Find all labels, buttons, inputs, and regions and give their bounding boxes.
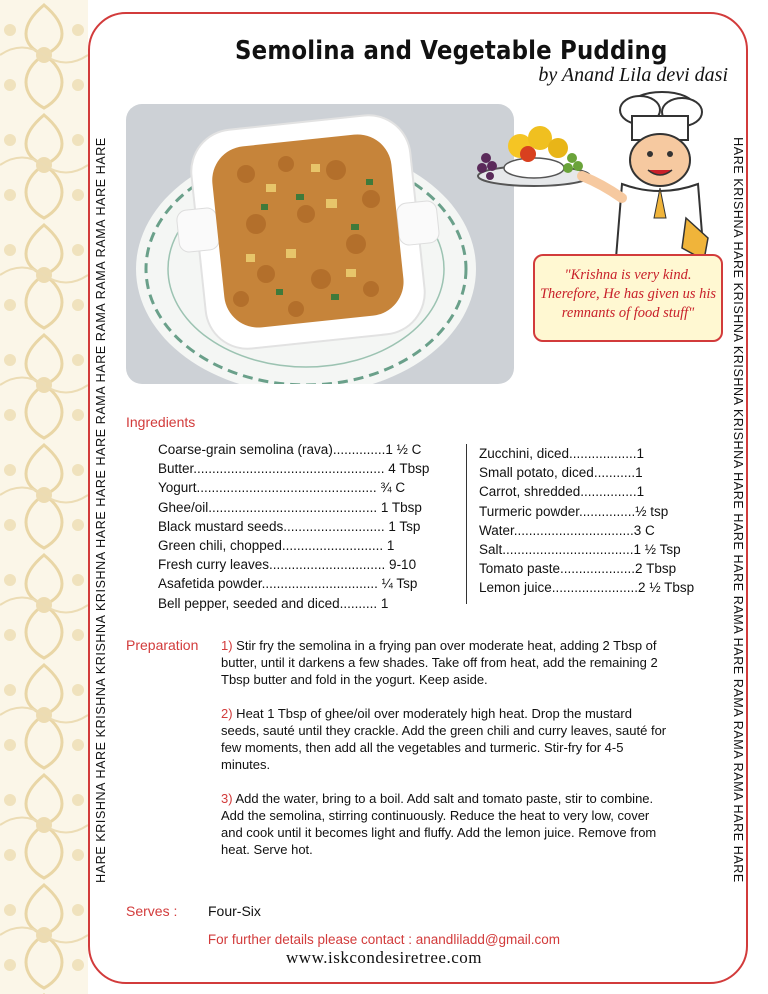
ingredient-item: Carrot, shredded...............1 — [479, 484, 645, 500]
preparation-step — [221, 637, 671, 688]
food-photo — [126, 104, 514, 384]
ingredient-item: Salt...................................1 ½ Tsp — [479, 542, 681, 558]
step-text: Heat 1 Tbsp of ghee/oil over moderately high heat. Drop the mustard seeds, sauté until they crackle. Add the green chili and curry leaves, sauté for few moments, then add all the vegetables and turmeric. Stir-fry for 4-5 minutes. — [221, 706, 667, 772]
serves-label: Serves : — [126, 903, 178, 919]
ingredients-label: Ingredients — [126, 414, 196, 430]
ingredients-list-left — [158, 440, 429, 613]
website-url: www.iskcondesiretree.com — [286, 948, 482, 967]
decorative-pattern-strip — [0, 0, 88, 994]
preparation-label: Preparation — [126, 637, 199, 653]
ingredient-item: Ghee/oil............................................. 1 Tbsp — [158, 499, 422, 515]
recipe-author: by Anand Lila devi dasi — [538, 64, 728, 86]
side-mantra-left — [90, 120, 112, 900]
quote-box — [533, 254, 723, 342]
chef-illustration — [472, 88, 712, 268]
step-text: Add the water, bring to a boil. Add salt and tomato paste, stir to combine. Add the semolina, stirring continuously. Reduce the heat to very low, cover and cook until it becomes light and fluffy. Add the lemon juice. Remove from heat. Serve hot. — [221, 791, 657, 857]
ingredient-item: Water................................3 C — [479, 522, 655, 538]
contact-line: For further details please contact : anandliladd@gmail.com — [207, 932, 561, 947]
ingredients-list-right — [479, 444, 694, 598]
ingredient-item: Small potato, diced...........1 — [479, 465, 643, 481]
recipe-title: Semolina and Vegetable Pudding — [235, 36, 668, 66]
ingredient-item: Bell pepper, seeded and diced.......... 1 — [158, 595, 389, 611]
ingredient-item: Butter................................................... 4 Tbsp — [158, 461, 430, 477]
preparation-step — [221, 790, 671, 858]
preparation-steps — [221, 637, 671, 875]
ingredient-item: Zucchini, diced..................1 — [479, 446, 645, 461]
ingredient-item: Yogurt................................................ ¾ C — [158, 480, 406, 496]
ingredient-item: Tomato paste....................2 Tbsp — [479, 561, 677, 577]
preparation-step — [221, 705, 671, 773]
ingredient-item: Asafetida powder............................... ¼ Tsp — [158, 576, 418, 592]
step-number: 2) — [221, 706, 233, 721]
side-mantra-left-text: HARE KRISHNA HARE KRISHNA KRISHNA KRISHNA HARE HARE HARE RAMA HARE RAMA RAMA RAMA HARE HARE — [94, 137, 108, 883]
ingredient-item: Green chili, chopped........................... 1 — [158, 538, 395, 554]
ingredient-item: Turmeric powder...............½ tsp — [479, 503, 669, 519]
ingredient-item: Fresh curry leaves............................... 9-10 — [158, 557, 417, 573]
ingredient-item: Lemon juice.......................2 ½ Tbsp — [479, 580, 695, 596]
ingredient-item: Coarse-grain semolina (rava)..............1 ½ C — [158, 442, 422, 457]
ingredients-divider — [466, 444, 467, 604]
ingredient-item: Black mustard seeds........................... 1 Tsp — [158, 518, 421, 534]
quote-text: "Krishna is very kind. Therefore, He has given us his remnants of food stuff" — [539, 267, 717, 321]
step-number: 3) — [221, 791, 233, 806]
serves-value: Four-Six — [208, 903, 261, 919]
side-mantra-right — [727, 120, 749, 900]
step-text: Stir fry the semolina in a frying pan over moderate heat, adding 2 Tbsp of butter, until it darkens a few shades. Take off from heat, add the remaining 2 Tbsp butter and fold in the yogurt. Keep aside. — [221, 638, 658, 687]
side-mantra-right-text: HARE KRISHNA HARE KRISHNA KRISHNA KRISHNA HARE HARE HARE RAMA HARE RAMA RAMA RAMA HARE HARE — [731, 137, 745, 883]
step-number: 1) — [221, 638, 233, 653]
